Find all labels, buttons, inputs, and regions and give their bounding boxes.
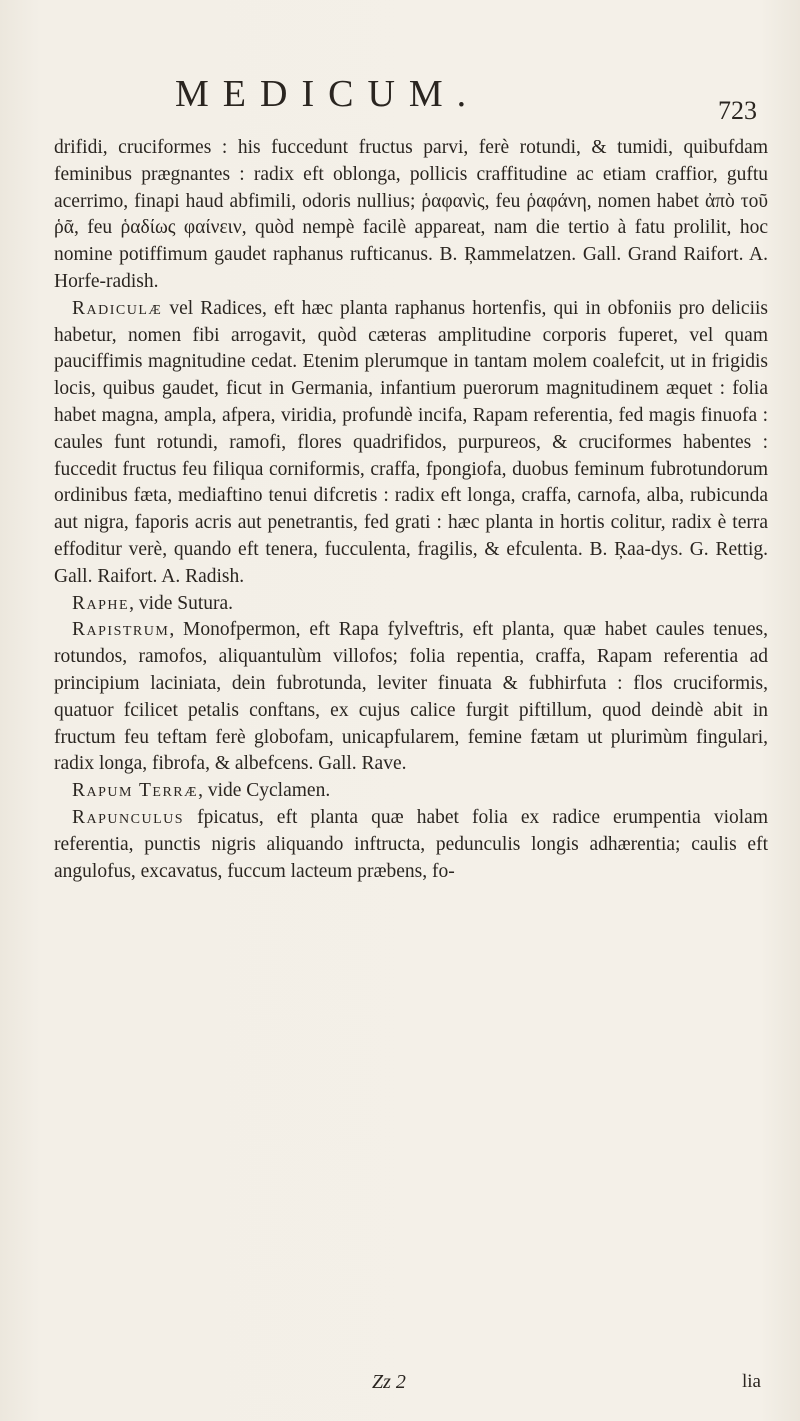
entry-rapistrum: [54, 617, 768, 778]
entry-raphe: [54, 591, 768, 618]
entry-text: fpicatus, eft planta quæ habet folia ex radice erumpentia violam referentia, punctis nigris aliquando inftructa, pedunculis longis adhærentia; caulis eft angulofus, excavatus, fuccum lacteum præbens, fo-: [54, 806, 768, 882]
signature-mark: Zz 2: [372, 1371, 406, 1393]
entry-headword: Rapunculus: [72, 806, 185, 828]
entry-text: , vide Cyclamen.: [198, 780, 331, 802]
entry-radiculae: [54, 296, 768, 591]
entry-headword: Radiculæ: [72, 297, 163, 319]
main-text-column: [54, 135, 768, 885]
entry-text: vel Radices, eft hæc planta raphanus hortenfis, qui in obfoniis pro deliciis habetur, nomen fibi arrogavit, quòd cæteras amplitudine corporis fuperet, vel quam pauciffimis magnitudine cedat. Etenim plerumque in tantam molem coalefcit, ut in frigidis locis, quibus gaudet, ficut in Germania, infantium puerorum magnitudinem æquet : folia habet magna, ampla, afpera, viridia, profundè incifa, Rapam referentia, fed magis finuofa : caules funt rotundi, ramofi, flores quadrifidos, purpureos, & cruciformes habentes : fuccedit fructus feu filiqua corniformis, craffa, fpongiofa, duobus feminum fubrotundorum ordinibus fæta, mediaftino tenui difcretis : radix eft longa, craffa, carnofa, alba, rubicunda aut nigra, faporis acris aut penetrantis, fed grati : hæc planta in hortis colitur, radix è terra effoditur verè, quando eft tenera, fucculenta, fragilis, & efculenta. B. Ŗaa-dys. G. Rettig. Gall. Raifort. A. Radish.: [54, 297, 768, 587]
entry-rapunculus: [54, 805, 768, 885]
paragraph-text: drifidi, cruciformes : his fuccedunt fructus parvi, ferè rotundi, & tumidi, quibufdam feminibus prægnantes : radix eft oblonga, pollicis craffitudine ac etiam craffior, guftu acerrimo, finapi haud abfimili, odoris nullius; ῥαφανὶς, feu ῥαφάνη, nomen habet ἀπὸ τοῦ ῥᾶ, feu ῥαδίως φαίνειν, quòd nempè facilè appareat, nam die tertio à fatu prolilit, hoc nomine potiffimum gaudet raphanus rufticanus. B. Ŗammelatzen. Gall. Grand Raifort. A. Horfe-radish.: [54, 137, 768, 292]
continuation-paragraph: [54, 135, 768, 296]
page-number: 723: [718, 96, 757, 125]
entry-headword: Rapistrum: [72, 619, 170, 641]
entry-text: , Monofpermon, eft Rapa fylveftris, eft planta, quæ habet caules tenues, rotundos, ramofos, aliquantulùm villofos; folia repentia, craffa, Rapam referentia ad principium laciniata, dein fubrotunda, leviter finuata & fubhirfuta : flos cruciformis, quatuor fcilicet petalis conftans, ex cujus calice furgit piftillum, quod deindè abit in fructum feu teftam ferè globofam, unicapfularem, femine fætam ut plurimùm fingulari, radix longa, fibrofa, & albefcens. Gall. Rave.: [54, 619, 768, 775]
entry-text: , vide Sutura.: [129, 592, 234, 614]
entry-headword: Raphe: [72, 592, 130, 614]
entry-rapum-terrae: [54, 778, 768, 805]
running-head: MEDICUM.: [175, 73, 481, 115]
entry-headword: Rapum Terræ: [72, 780, 199, 802]
catchword: lia: [742, 1371, 761, 1392]
